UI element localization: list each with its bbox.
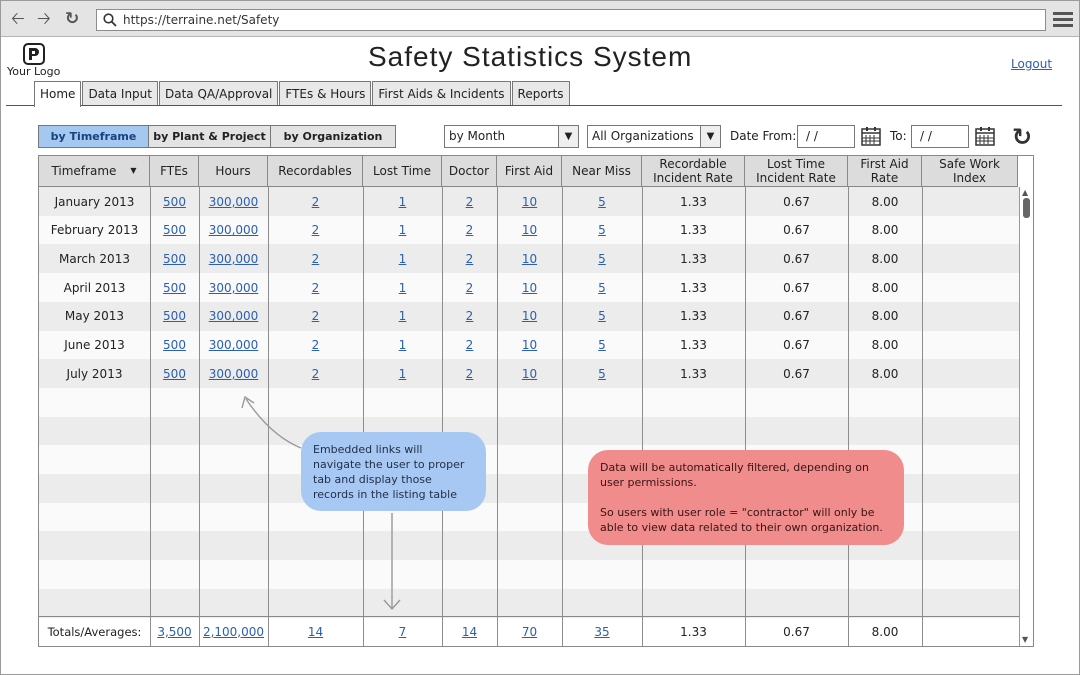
cell-recordables[interactable] [268,359,363,388]
cell-value[interactable]: 1 [398,194,407,209]
column-header-timeframe[interactable] [39,156,150,187]
cell-value[interactable]: 300,000 [208,366,259,381]
cell-recordables[interactable] [268,187,363,216]
tab-data-input[interactable]: Data Input [82,81,158,106]
cell-ftes[interactable] [150,216,199,245]
cell-value[interactable]: 1 [398,251,407,266]
organization-select[interactable] [587,125,721,148]
cell-value[interactable]: 1 [398,366,407,381]
cell-value: 1.33 [680,624,707,639]
note-paragraph: Data will be automatically filtered, depending on user permissions. [600,461,869,489]
segment-by-organization[interactable]: by Organization [271,126,395,147]
cell-value: March 2013 [59,251,130,266]
cell-near-miss[interactable] [562,244,642,273]
cell-value[interactable]: 5 [598,309,606,324]
cell-value: 1.33 [680,194,707,209]
segment-by-timeframe[interactable]: by Timeframe [39,126,149,147]
column-header-rir[interactable] [642,156,745,187]
cell-value[interactable]: 14 [461,624,478,639]
logout-link[interactable]: Logout [1011,57,1053,71]
cell-first-aid[interactable] [497,244,562,273]
cell-value[interactable]: 1 [398,223,407,238]
column-header-ltir[interactable] [745,156,848,187]
cell-value[interactable]: 500 [163,251,186,266]
cell-rir [642,359,745,388]
chevron-down-icon: ▼ [700,126,720,147]
period-select-value: by Month [449,129,506,143]
cell-far [848,273,922,302]
date-to-input[interactable]: / / [911,125,969,148]
column-header-near-miss[interactable] [562,156,642,187]
cell-value: 1.33 [680,280,707,295]
cell-ftes[interactable] [150,273,199,302]
cell-timeframe [39,359,150,388]
cell-value[interactable]: 10 [521,251,538,266]
search-icon [103,13,117,27]
cell-rir [642,216,745,245]
column-header-hours[interactable] [199,156,268,187]
cell-value[interactable]: 2 [311,280,320,295]
cell-value[interactable]: 300,000 [208,251,259,266]
cell-doctor[interactable] [442,302,497,331]
cell-far [848,302,922,331]
tab-divider [6,105,1062,106]
column-header-label: Recordables [278,164,352,178]
cell-value: 1.33 [680,338,707,352]
column-header-label: Doctor [448,164,490,178]
column-header-far[interactable] [848,156,922,187]
cell-first-aid[interactable] [497,302,562,331]
cell-value[interactable]: 5 [598,194,606,209]
page-title: Safety Statistics System [368,41,693,72]
forward-arrow-icon[interactable]: 🡢 [37,9,51,29]
cell-far [848,216,922,245]
cell-value[interactable]: 2 [311,251,320,266]
cell-timeframe [39,244,150,273]
cell-lost-time[interactable] [363,273,442,302]
cell-ftes[interactable] [150,302,199,331]
cell-near-miss[interactable] [562,216,642,245]
column-header-label: Lost Time [373,164,431,178]
cell-timeframe [39,216,150,245]
cell-value[interactable]: 5 [598,280,606,295]
cell-swi [922,331,1018,360]
tab-home[interactable]: Home [34,81,81,107]
cell-value[interactable]: 2 [465,338,474,352]
cell-value[interactable]: 5 [598,251,606,266]
cell-near-miss[interactable] [562,273,642,302]
cell-doctor[interactable] [442,216,497,245]
cell-ltir [745,331,848,360]
cell-value: January 2013 [54,194,135,209]
cell-timeframe [39,273,150,302]
cell-value: 8.00 [871,366,899,381]
cell-value[interactable]: 1 [398,338,407,352]
scroll-down-icon[interactable]: ▼ [1022,635,1029,644]
cell-far [848,359,922,388]
cell-swi [922,302,1018,331]
tab-reports[interactable]: Reports [512,81,570,106]
cell-value[interactable]: 3,500 [157,624,192,639]
cell-value[interactable]: 300,000 [208,309,259,324]
menu-icon[interactable] [1053,9,1073,29]
cell-value[interactable]: 35 [594,624,610,639]
cell-ltir [745,359,848,388]
cell-swi [922,617,1018,646]
empty-row [39,589,1019,618]
cell-far [848,331,922,360]
cell-value[interactable]: 2 [465,223,474,238]
cell-value[interactable]: 2 [311,309,320,324]
cell-near-miss[interactable] [562,617,642,646]
cell-first-aid[interactable] [497,187,562,216]
cell-hours[interactable] [199,244,268,273]
cell-lost-time[interactable] [363,187,442,216]
cell-value: 1.33 [680,366,707,381]
cell-recordables[interactable] [268,617,363,646]
cell-swi [922,273,1018,302]
cell-hours[interactable] [199,617,268,646]
cell-hours[interactable] [199,216,268,245]
column-header-doctor[interactable] [442,156,497,187]
cell-first-aid[interactable] [497,331,562,360]
cell-far [848,617,922,646]
cell-lost-time[interactable] [363,331,442,360]
cell-value: July 2013 [66,366,123,381]
cell-value[interactable]: 10 [521,223,538,238]
cell-ftes[interactable] [150,331,199,360]
note-embedded-links: Embedded links will navigate the user to proper tab and display those records in the listing table [301,432,486,511]
cell-lost-time[interactable] [363,359,442,388]
cell-value[interactable]: 300,000 [208,194,259,209]
cell-value[interactable]: 2 [465,194,474,209]
cell-value: Totals/Averages: [47,624,142,639]
cell-value: 0.67 [783,366,810,381]
cell-value[interactable]: 2 [311,223,320,238]
cell-hours[interactable] [199,359,268,388]
cell-value[interactable]: 10 [521,280,538,295]
cell-value: 0.67 [783,223,810,238]
cell-value: 1.33 [680,223,707,238]
logo-icon [23,43,45,65]
browser-toolbar [1,1,1079,37]
cell-rir [642,331,745,360]
empty-row [39,560,1019,589]
cell-doctor[interactable] [442,331,497,360]
cell-swi [922,244,1018,273]
cell-ftes[interactable] [150,359,199,388]
cell-ftes[interactable] [150,244,199,273]
back-arrow-icon[interactable]: 🡠 [11,9,25,29]
cell-value[interactable]: 14 [307,624,324,639]
cell-value: 8.00 [871,309,899,324]
cell-swi [922,187,1018,216]
cell-value[interactable]: 500 [163,223,186,238]
column-header-ftes[interactable] [150,156,199,187]
cell-rir [642,187,745,216]
table-scrollbar[interactable] [1019,187,1033,647]
cell-value: 0.67 [783,624,810,639]
cell-first-aid[interactable] [497,273,562,302]
cell-value[interactable]: 1 [398,280,407,295]
cell-ltir [745,617,848,646]
cell-value: 0.67 [783,309,810,324]
cell-value[interactable]: 7 [398,624,407,639]
cell-value: April 2013 [63,280,126,295]
cell-rir [642,617,745,646]
cell-rir [642,244,745,273]
view-mode-segmented [38,125,396,148]
cell-value: 1.33 [680,251,707,266]
cell-far [848,244,922,273]
tab-data-qa-approval[interactable]: Data QA/Approval [159,81,278,106]
cell-value[interactable]: 2 [311,366,320,381]
cell-near-miss[interactable] [562,359,642,388]
cell-recordables[interactable] [268,302,363,331]
cell-value: 8.00 [871,624,899,639]
cell-timeframe [39,617,150,646]
tab-bar [34,81,571,106]
column-header-label: Near Miss [572,164,631,178]
cell-recordables[interactable] [268,216,363,245]
tab-first-aids-incidents[interactable]: First Aids & Incidents [372,81,510,106]
cell-value[interactable]: 70 [521,624,538,639]
organization-select-value: All Organizations [592,129,694,143]
cell-hours[interactable] [199,302,268,331]
cell-hours[interactable] [199,273,268,302]
cell-lost-time[interactable] [363,617,442,646]
cell-value[interactable]: 2 [465,251,474,266]
cell-near-miss[interactable] [562,331,642,360]
cell-doctor[interactable] [442,359,497,388]
cell-lost-time[interactable] [363,302,442,331]
logo-label: Your Logo [7,65,61,78]
cell-value: 8.00 [871,194,899,209]
annotation-arrow-curved [246,399,301,448]
date-from-input[interactable]: / / [797,125,855,148]
empty-row [39,388,1019,417]
cell-swi [922,359,1018,388]
cell-first-aid[interactable] [497,617,562,646]
date-to-label: To: [890,129,907,143]
cell-ftes[interactable] [150,617,199,646]
column-header-recordables[interactable] [268,156,363,187]
cell-ltir [745,216,848,245]
column-header-label: Timeframe [51,164,117,178]
cell-value[interactable]: 5 [598,338,606,352]
cell-value: 0.67 [783,280,810,295]
cell-value[interactable]: 2,100,000 [202,624,265,639]
cell-value[interactable]: 500 [163,309,186,324]
column-header-label: First Aid [504,164,554,178]
cell-value[interactable]: 500 [163,338,186,352]
cell-value[interactable]: 300,000 [208,280,259,295]
cell-value: 8.00 [871,251,899,266]
period-select[interactable] [444,125,579,148]
cell-value: February 2013 [50,223,139,238]
cell-rir [642,302,745,331]
cell-value: 0.67 [783,251,810,266]
cell-first-aid[interactable] [497,216,562,245]
cell-value: 8.00 [871,338,899,352]
cell-doctor[interactable] [442,273,497,302]
cell-value[interactable]: 500 [163,280,186,295]
cell-value[interactable]: 500 [163,366,186,381]
cell-hours[interactable] [199,331,268,360]
cell-value[interactable]: 500 [163,194,186,209]
cell-timeframe [39,187,150,216]
scroll-up-icon[interactable]: ▲ [1022,188,1029,197]
cell-value[interactable]: 5 [598,366,606,381]
reload-icon[interactable]: ↻ [65,9,80,29]
cell-hours[interactable] [199,187,268,216]
cell-doctor[interactable] [442,187,497,216]
cell-recordables[interactable] [268,244,363,273]
cell-value: 8.00 [871,223,899,238]
cell-recordables[interactable] [268,273,363,302]
note-data-filtering [588,450,904,545]
cell-value[interactable]: 10 [521,194,538,209]
cell-value: 0.67 [783,194,810,209]
refresh-icon[interactable]: ↻ [1012,123,1033,151]
scrollbar-thumb[interactable] [1023,198,1030,218]
url-text: https://terraine.net/Safety [123,13,280,27]
cell-ltir [745,187,848,216]
cell-ftes[interactable] [150,187,199,216]
sort-down-icon[interactable]: ▼ [130,166,137,175]
cell-far [848,187,922,216]
cell-value: May 2013 [64,309,125,324]
cell-doctor[interactable] [442,617,497,646]
cell-timeframe [39,302,150,331]
cell-value[interactable]: 2 [465,309,474,324]
column-header-first-aid[interactable] [497,156,562,187]
cell-value[interactable]: 10 [521,309,538,324]
date-from-label: Date From: [730,129,797,143]
column-header-label: Hours [215,164,251,178]
cell-first-aid[interactable] [497,359,562,388]
cell-recordables[interactable] [268,331,363,360]
cell-value[interactable]: 2 [311,338,320,352]
column-header-label: First Aid Rate [860,157,909,185]
cell-value[interactable]: 10 [521,338,538,352]
cell-value[interactable]: 300,000 [208,223,259,238]
column-header-label: FTEs [160,164,188,178]
cell-value[interactable]: 2 [311,194,320,209]
cell-timeframe [39,331,150,360]
cell-value: 1.33 [680,309,707,324]
cell-value: 0.67 [783,338,810,352]
calendar-icon[interactable] [861,126,881,151]
cell-value[interactable]: 10 [521,366,538,381]
cell-rir [642,273,745,302]
cell-value[interactable]: 1 [398,309,407,324]
cell-value: 8.00 [871,280,899,295]
cell-ltir [745,273,848,302]
segment-by-plant-project[interactable]: by Plant & Project [149,126,271,147]
cell-ltir [745,244,848,273]
calendar-icon[interactable] [975,126,995,151]
address-bar[interactable] [96,9,1046,31]
cell-swi [922,216,1018,245]
cell-lost-time[interactable] [363,244,442,273]
cell-value[interactable]: 2 [465,280,474,295]
note-paragraph: So users with user role = "contractor" will only be able to view data related to their own organization. [600,506,883,534]
cell-near-miss[interactable] [562,187,642,216]
chevron-down-icon: ▼ [558,126,578,147]
column-header-swi[interactable] [922,156,1018,187]
column-header-label: Lost Time Incident Rate [756,157,836,185]
cell-doctor[interactable] [442,244,497,273]
cell-value[interactable]: 5 [598,223,606,238]
column-header-label: Recordable Incident Rate [653,157,733,185]
cell-value[interactable]: 300,000 [208,338,259,352]
column-header-label: Safe Work Index [939,157,1000,185]
empty-row [39,417,1019,446]
statistics-table [38,155,1034,647]
column-header-lost-time[interactable] [363,156,442,187]
cell-value: June 2013 [64,338,125,352]
tab-ftes-hours[interactable]: FTEs & Hours [279,81,371,106]
cell-near-miss[interactable] [562,302,642,331]
cell-ltir [745,302,848,331]
cell-value[interactable]: 2 [465,366,474,381]
cell-lost-time[interactable] [363,216,442,245]
